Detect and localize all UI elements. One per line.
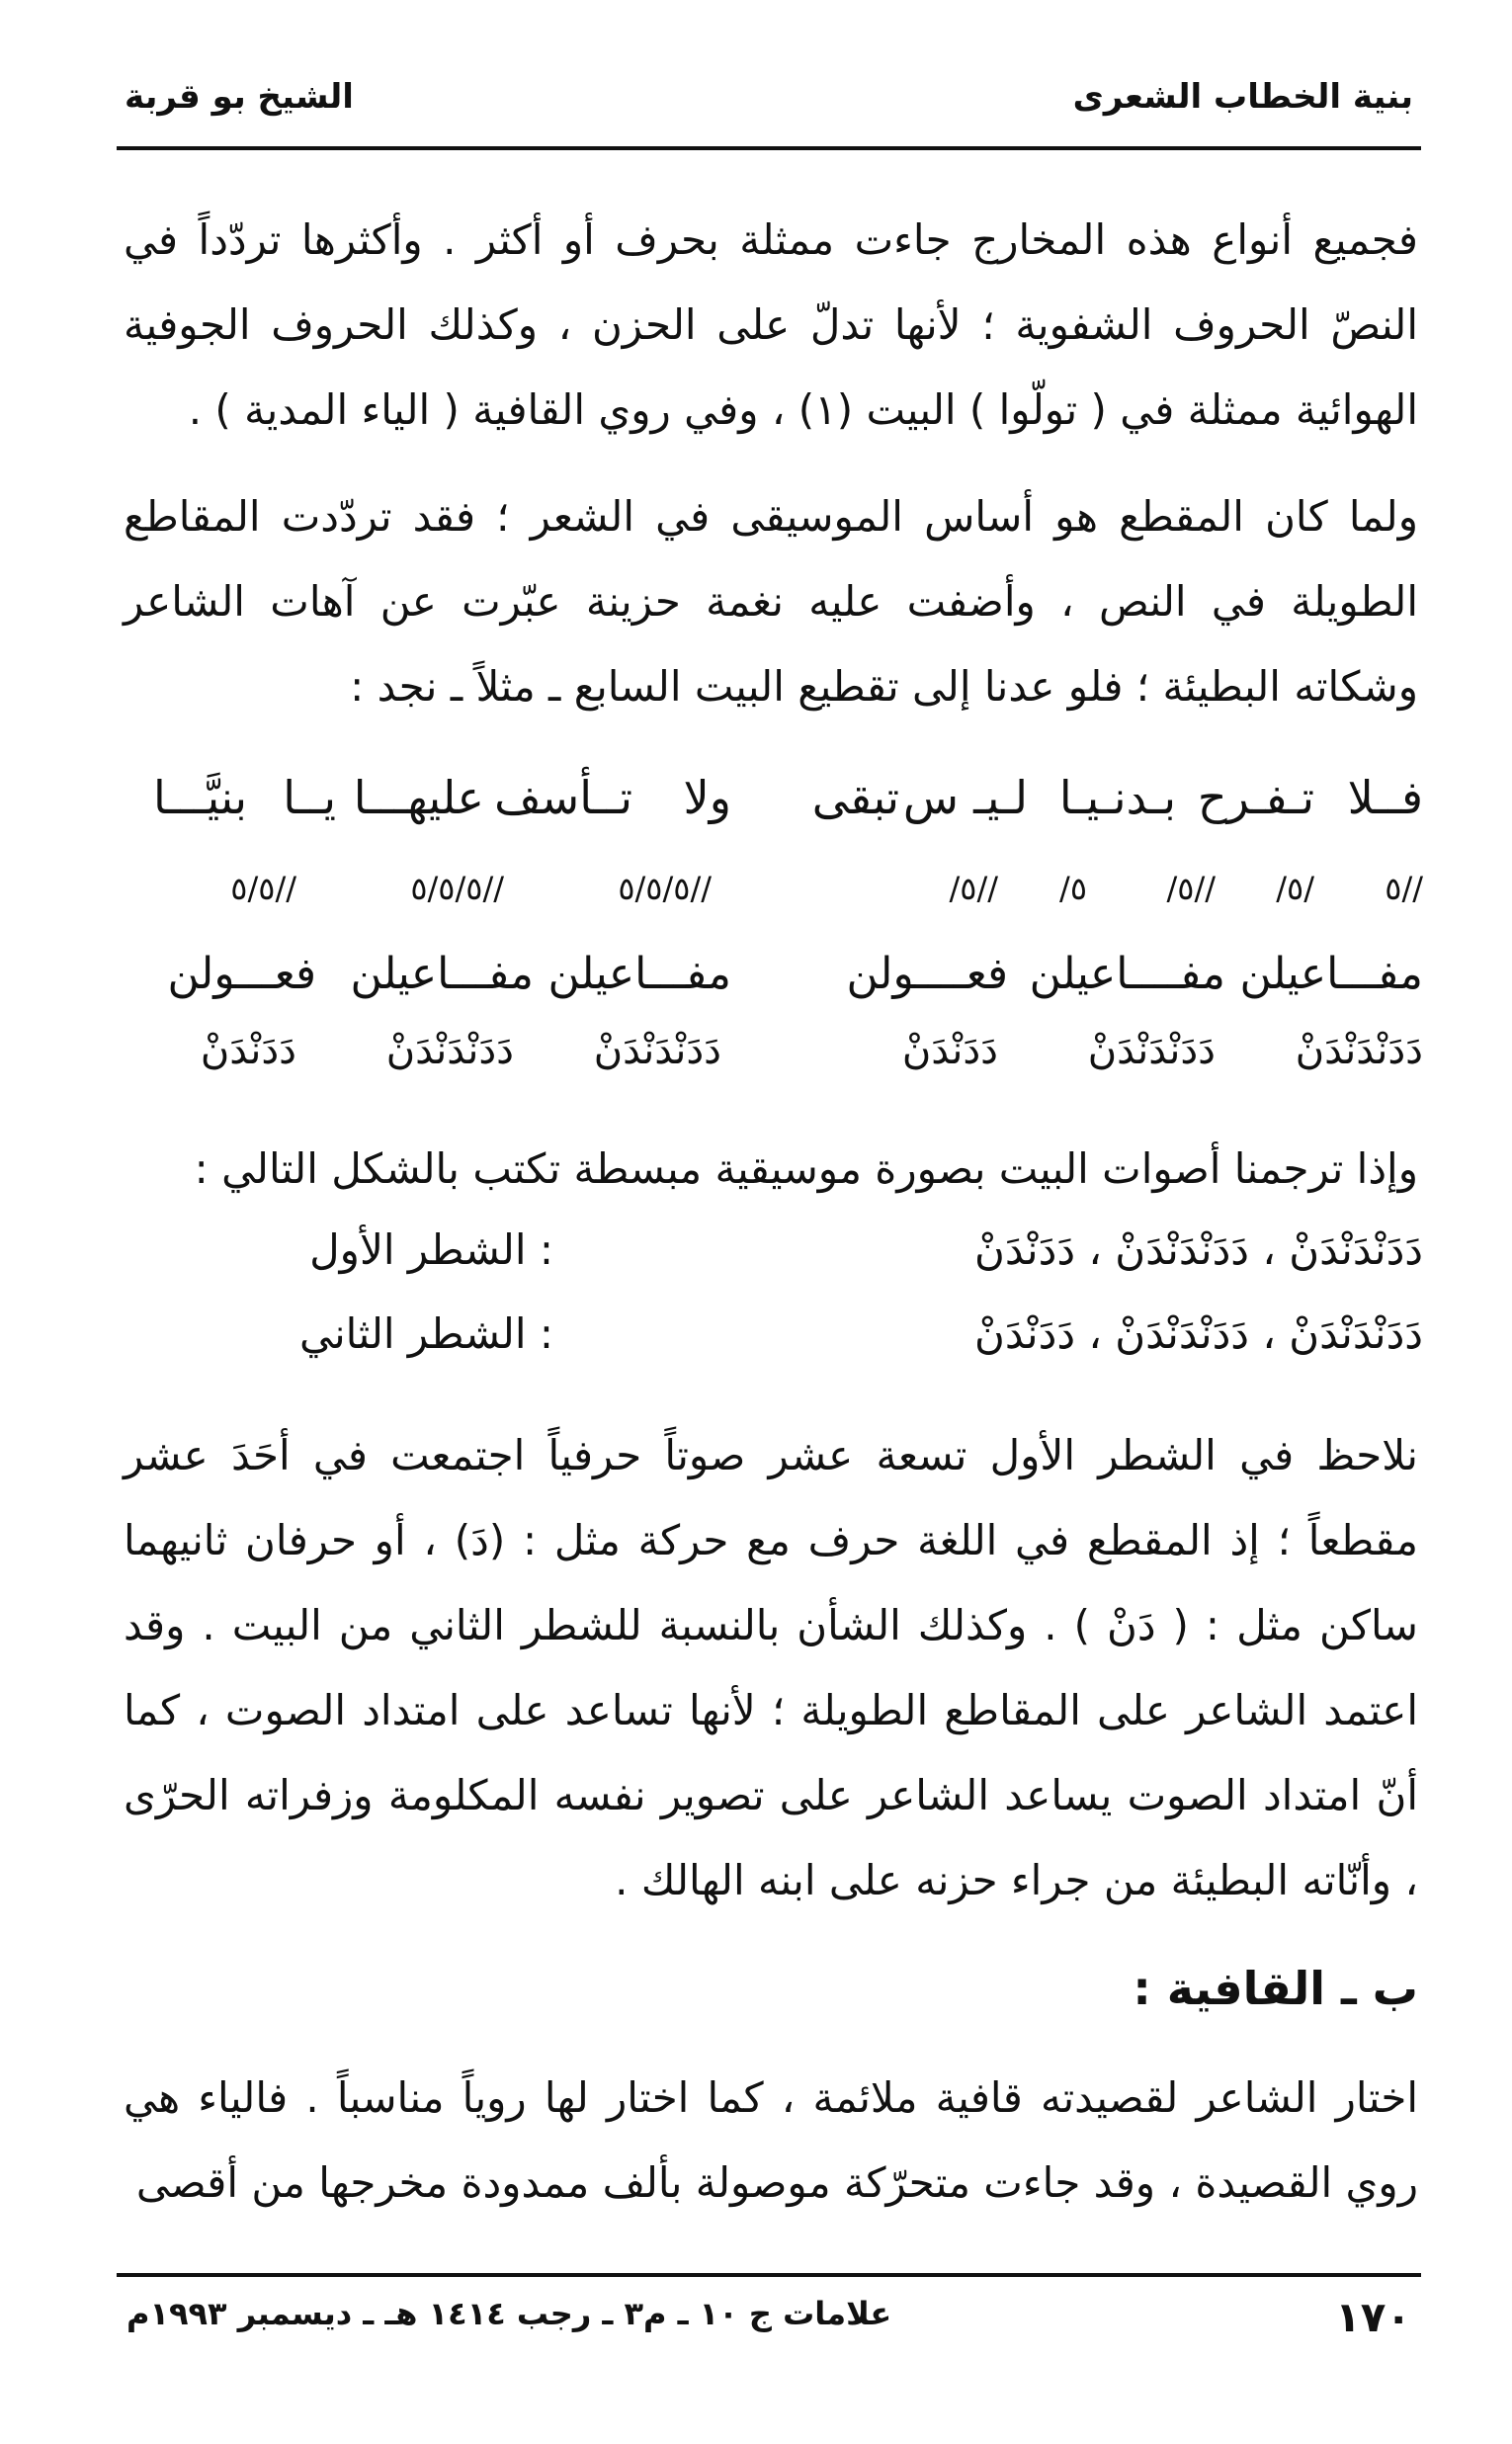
prosody-mark: //٥/ xyxy=(1166,870,1216,907)
page-number: ١٧٠ xyxy=(1335,2293,1411,2341)
syllable-row-first xyxy=(119,1225,1423,1295)
paragraph-3: وإذا ترجمنا أصوات البيت بصورة موسيقية مبسطة تكتب بالشكل التالي : xyxy=(194,1144,1418,1193)
prosody-marks-row xyxy=(119,870,1423,939)
prosody-mark: //٥/ xyxy=(949,870,998,907)
verse-word: بـدنـيـا xyxy=(1058,771,1176,824)
verse-word: عليهـــا xyxy=(353,771,484,824)
prosody-mark: //٥/٥ xyxy=(230,870,296,907)
tafila: مفـــاعيلن xyxy=(350,949,534,999)
tafila: مفـــاعيلن xyxy=(1239,949,1423,999)
running-head xyxy=(117,77,1421,150)
verse-word: ولا xyxy=(683,771,731,824)
verse-word: لـيـ xyxy=(973,771,1028,824)
author-name: الشيخ بو قربة xyxy=(125,77,354,117)
hemistich-label: : الشطر الثاني xyxy=(298,1309,553,1358)
syllable-sequence: دَدَنْدَنْدَنْ ، دَدَنْدَنْدَنْ ، دَدَنْدَنْ xyxy=(974,1309,1423,1358)
paragraph-2: ولما كان المقطع هو أساس الموسيقى في الشعر ؛ فقد تردّدت المقاطع الطويلة في النص ، وأضفت عليه نغمة حزينة عبّرت عن آهات الشاعر وشكاته البطيئة ؛ فلو عدنا إلى تقطيع البيت السابع ـ مثلاً ـ نجد : xyxy=(124,492,1418,711)
verse-word: بنيَّـــا xyxy=(152,771,247,824)
syllable-row-second xyxy=(119,1309,1423,1379)
section-heading: ب ـ القافية : xyxy=(1133,1962,1418,2015)
verse-word: س xyxy=(902,771,959,824)
verse-word: فــلا xyxy=(1347,771,1423,824)
sound-notation-row xyxy=(119,1028,1423,1097)
prosody-mark: //٥/٥/٥ xyxy=(410,870,504,907)
sound-group: دَدَنْدَنْدَنْ xyxy=(385,1028,514,1073)
prosody-mark: //٥ xyxy=(1385,870,1423,907)
sound-group: دَدَنْدَنْدَنْ xyxy=(1295,1028,1423,1073)
prosody-mark: //٥/٥/٥ xyxy=(618,870,712,907)
paragraph-1: فجميع أنواع هذه المخارج جاءت ممثلة بحرف أو أكثر . وأكثرها تردّداً في النصّ الحروف الشفوية ؛ لأنها تدلّ على الحزن ، وكذلك الحروف الجوفية الهوائية ممثلة في ( تولّوا ) البيت (١) ، وفي روي القافية ( الياء المدية ) . xyxy=(124,215,1418,434)
tafila: فعــــولن xyxy=(846,949,1008,999)
verse-word: تبقى xyxy=(811,771,899,824)
paragraph-5: اختار الشاعر لقصيدته قافية ملائمة ، كما اختار لها روياً مناسباً . فالياء هي روي القصيدة ، وقد جاءت متحرّكة موصولة بألف ممدودة مخرجها من أقصى xyxy=(124,2073,1418,2207)
sound-group: دَدَنْدَنْ xyxy=(200,1028,296,1073)
paragraph-4: نلاحظ في الشطر الأول تسعة عشر صوتاً حرفياً اجتمعت في أحَدَ عشر مقطعاً ؛ إذ المقطع في اللغة حرف مع حركة مثل : (دَ) ، أو حرفان ثانيهما ساكن مثل : ( دَنْ ) . وكذلك الشأن بالنسبة للشطر الثاني من البيت . وقد اعتمد الشاعر على المقاطع الطويلة ؛ لأنها تساعد على امتداد الصوت ، كما أنّ امتداد الصوت يساعد الشاعر على تصوير نفسه المكلومة وزفراته الحرّى ، وأنّاته البطيئة من جراء حزنه على ابنه الهالك . xyxy=(124,1431,1418,1904)
tafila-row xyxy=(119,949,1423,1018)
prosody-mark: ٥/ xyxy=(1059,870,1087,907)
tafila: مفــــاعيلن xyxy=(1029,949,1225,999)
verse-text-row xyxy=(119,771,1423,840)
sound-group: دَدَنْدَنْ xyxy=(901,1028,998,1073)
prosody-mark: /٥/ xyxy=(1276,870,1314,907)
hemistich-label: : الشطر الأول xyxy=(309,1225,553,1274)
verse-word: تــأسف xyxy=(494,771,632,824)
syllable-sequence: دَدَنْدَنْدَنْ ، دَدَنْدَنْدَنْ ، دَدَنْدَنْ xyxy=(974,1225,1423,1274)
tafila: مفـــاعيلن xyxy=(547,949,731,999)
sound-group: دَدَنْدَنْدَنْ xyxy=(1087,1028,1216,1073)
journal-citation: علامات ج ١٠ ـ م٣ ـ رجب ١٤١٤ هـ ـ ديسمبر ١٩٩٣م xyxy=(126,2295,892,2332)
sound-group: دَدَنْدَنْدَنْ xyxy=(593,1028,721,1073)
tafila: فعـــولن xyxy=(167,949,316,999)
footer xyxy=(117,2273,1421,2356)
article-title: بنية الخطاب الشعرى xyxy=(1072,77,1413,117)
verse-word: تـفـرح xyxy=(1197,771,1314,824)
verse-word: يــا xyxy=(283,771,336,824)
